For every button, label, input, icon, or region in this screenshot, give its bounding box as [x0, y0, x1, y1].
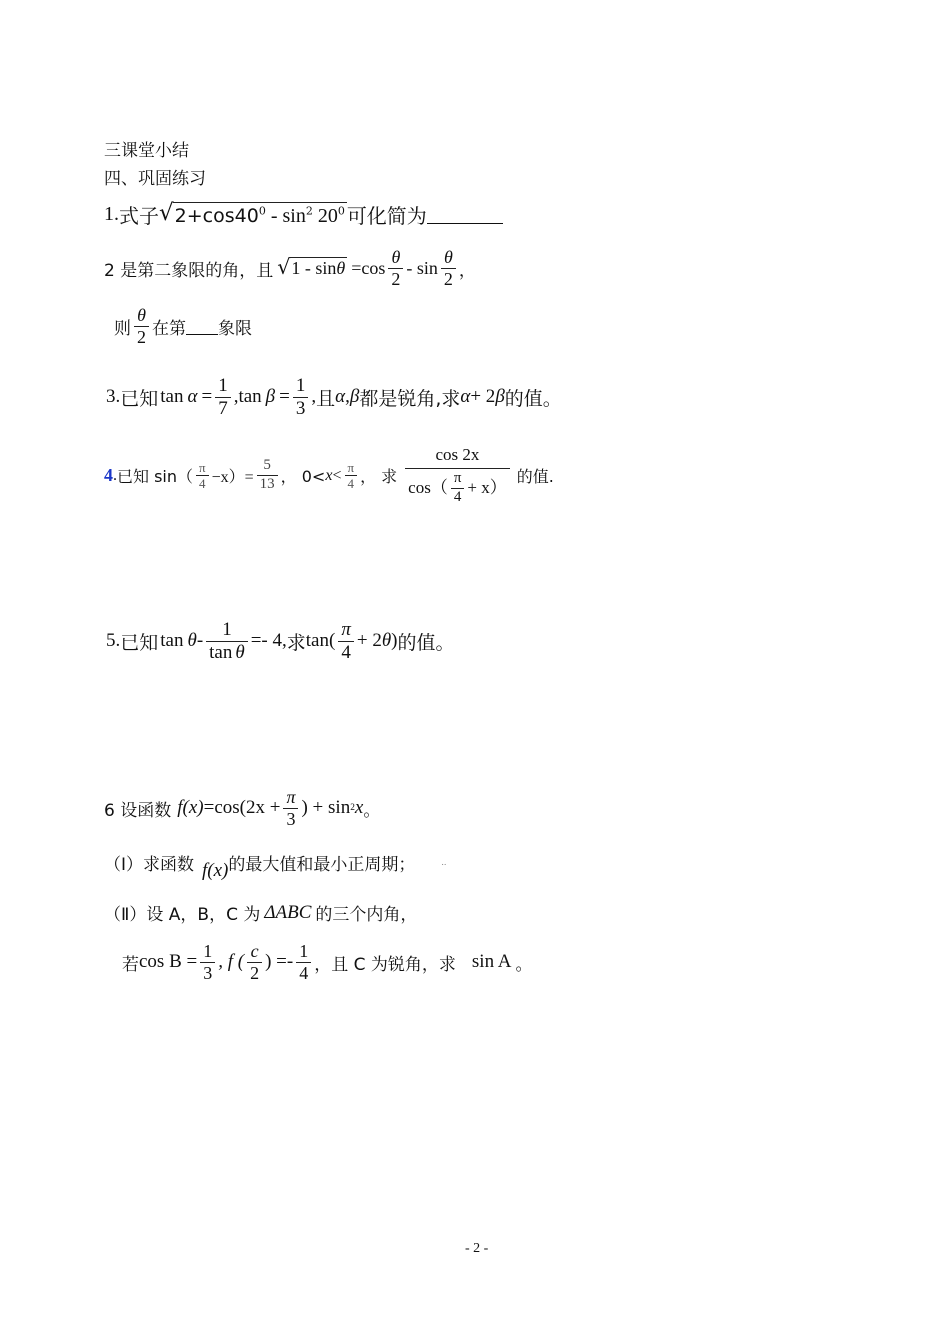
q3-frac-1-3 — [293, 376, 309, 419]
q6-triangle: ΔABC — [264, 901, 312, 923]
q2-eq: =cos — [351, 257, 386, 278]
q6-x-paren: (x) — [182, 797, 204, 819]
q2-sqrt: √ 1 - sinθ — [277, 255, 346, 280]
q3-f2-num: 1 — [295, 375, 306, 396]
q4-den-b: + x） — [467, 478, 507, 498]
q4-x: x — [325, 466, 333, 484]
q6-x: x — [354, 797, 364, 819]
q2-comma: ， — [458, 260, 476, 281]
q2-ht-den: 2 — [134, 326, 149, 347]
q5-eq: =- 4, — [250, 630, 287, 652]
q6-frac-1-4 — [296, 942, 311, 983]
q3-text-b: 且 — [316, 387, 336, 410]
q6-p1-mark: .. — [441, 858, 447, 867]
q6-f13-den: 3 — [200, 962, 215, 983]
q3-comma-3: , — [345, 386, 350, 408]
q2-f1-den: 2 — [388, 268, 403, 289]
q4-frac-pi-4 — [196, 461, 209, 491]
question-2 — [104, 248, 476, 289]
q6-three: 3 — [283, 808, 298, 829]
q3-eq-2: = — [279, 386, 290, 408]
q6-sina: sin A — [471, 951, 512, 973]
q5-text-c: 的值。 — [397, 631, 455, 654]
q2-line2-c: 象限 — [218, 318, 252, 339]
q4-den-a: cos（ — [408, 478, 448, 498]
q3-beta-2: β — [349, 386, 360, 408]
q3-tan-1: tan — [160, 386, 184, 408]
q1-exp-a: 0 — [258, 203, 266, 217]
question-2-line-2 — [114, 306, 252, 347]
q2-text: 2 是第二象限的角，且 — [104, 260, 274, 281]
q4-minus-x: −x）= — [211, 469, 254, 487]
q6-p3-b: ，且 C 为锐角，求 — [314, 954, 456, 975]
q1-exp-b: 2 — [305, 203, 313, 217]
q4-big-den — [405, 468, 510, 506]
q5-theta: θ — [187, 630, 197, 652]
q4-frac-pi-4-b — [344, 461, 357, 491]
question-6 — [104, 788, 380, 829]
q4-text-a: 已知 sin（ — [117, 467, 194, 487]
q4-thirteen: 13 — [257, 475, 278, 493]
q3-alpha-2: α — [335, 386, 346, 408]
q6-c: c — [250, 941, 259, 961]
question-3 — [106, 376, 562, 419]
q2-f2-num: θ — [444, 247, 453, 267]
q5-tan-open: tan( — [305, 630, 336, 652]
q2-frac-1 — [388, 248, 403, 289]
q5-plus: + 2 — [356, 630, 382, 652]
q6-frac-c-2 — [247, 942, 262, 983]
q4-four-b: 4 — [345, 475, 358, 491]
q6-frac-pi-3 — [283, 788, 298, 829]
q5-frac-pi-4 — [338, 620, 354, 663]
q3-tan-2: tan — [238, 386, 262, 408]
question-6-part-2 — [104, 900, 417, 925]
q4-number: 4 — [104, 465, 113, 486]
q1-text: 式子 — [119, 204, 159, 228]
q2-line2-b: 在第 — [152, 318, 186, 339]
q6-p1-f: f — [202, 859, 208, 881]
question-6-part-3 — [122, 942, 533, 983]
question-6-part-1 — [104, 850, 447, 881]
q5-tan: tan — [160, 630, 184, 652]
q6-f: f — [177, 797, 183, 819]
q5-text-b: 求 — [286, 631, 306, 654]
q2-minus-sin: - sin — [406, 257, 438, 278]
q1-rad-b: - sin — [265, 204, 306, 227]
q5-text-a: 已知 — [120, 631, 159, 654]
q6-text-a: 6 设函数 — [104, 800, 172, 821]
q3-comma-1: , — [233, 386, 239, 408]
q1-rad-c: 20 — [312, 204, 338, 227]
question-5 — [106, 620, 455, 663]
q4-cond-c: ， 求 — [360, 467, 398, 487]
q3-text-d: 的值。 — [504, 387, 562, 410]
q3-beta: β — [265, 386, 276, 408]
q2-f2-den: 2 — [441, 268, 456, 289]
q4-pi: π — [199, 459, 206, 475]
q5-close: ) — [391, 630, 398, 652]
q3-frac-1-7 — [215, 376, 231, 419]
q2-rad: 1 - sin — [291, 258, 337, 279]
q3-text-a: 已知 — [120, 387, 159, 410]
q2-answer-blank[interactable] — [186, 317, 218, 335]
q4-dot: . — [113, 466, 117, 484]
q2-theta: θ — [336, 258, 346, 279]
q2-line2-a: 则 — [114, 318, 131, 339]
section3-title: 三课堂小结 — [104, 141, 189, 161]
q6-two: 2 — [247, 962, 262, 983]
q5-f-theta: θ — [235, 641, 245, 663]
q6-fc-a: , f ( — [218, 951, 245, 973]
question-4 — [104, 446, 554, 505]
q5-pi: π — [341, 619, 351, 640]
q4-cond-a: ， 0< — [280, 467, 326, 487]
q4-pi-b: π — [347, 459, 355, 475]
q4-four: 4 — [196, 475, 209, 491]
q5-theta-2: θ — [381, 630, 392, 652]
q6-f14-den: 4 — [296, 962, 311, 983]
q1-text-b: 可化简为 — [346, 204, 427, 228]
q6-exp: 2 — [350, 803, 355, 814]
q6-p2-a: （Ⅱ）设 A，B，C 为 — [104, 905, 261, 925]
q6-f13-num: 1 — [203, 941, 213, 961]
q6-pi: π — [286, 787, 296, 807]
q6-eq: =cos(2x + — [203, 797, 281, 819]
q3-f2-den: 3 — [293, 397, 309, 419]
q6-cosb: cos B = — [139, 951, 198, 973]
q4-cond-b: < — [332, 466, 342, 484]
q1-number: 1. — [104, 203, 119, 225]
q6-end: 。 — [363, 800, 381, 821]
q4-den-pi: π — [453, 469, 462, 486]
q6-p3-a: 若 — [122, 954, 139, 975]
q3-comma-2: , — [311, 386, 317, 408]
q4-den-four: 4 — [451, 488, 465, 506]
q6-rest: ) + sin — [301, 797, 351, 819]
q3-beta-3: β — [495, 386, 505, 408]
q5-frac-1-tan — [206, 620, 248, 663]
q5-minus: - — [196, 630, 204, 652]
q4-big-frac — [405, 446, 510, 505]
q4-frac-5-13 — [257, 458, 278, 493]
q2-frac-2 — [441, 248, 456, 289]
q4-den-frac — [451, 471, 465, 506]
q2-f1-num: θ — [391, 247, 401, 267]
q6-frac-1-3 — [200, 942, 215, 983]
q3-f1-num: 1 — [218, 375, 228, 396]
q3-plus2: + 2 — [470, 386, 496, 408]
q1-rad-a: 2+cos40 — [174, 204, 259, 227]
page-number: - 2 - — [465, 1241, 489, 1256]
q3-eq-1: = — [201, 386, 213, 408]
q5-f-tan: tan — [209, 641, 233, 663]
q4-big-num: cos 2x — [435, 445, 480, 464]
q3-alpha-3: α — [460, 386, 471, 408]
q3-text-c: 都是锐角,求 — [359, 387, 461, 410]
section4-title: 四、巩固练习 — [104, 169, 206, 189]
q2-ht-num: θ — [137, 305, 146, 325]
q4-text-b: 的值. — [516, 467, 554, 487]
q6-p1-x: (x) — [207, 859, 229, 881]
q1-sqrt: √ $2+\cos 40^0 - \sin^2 20^0$ — [159, 199, 345, 227]
q5-f-num: 1 — [222, 619, 232, 640]
q1-answer-blank[interactable] — [427, 205, 503, 224]
q6-p2-b: 的三个内角， — [315, 905, 418, 925]
q3-f1-den: 7 — [215, 397, 231, 419]
q3-number: 3. — [106, 386, 121, 408]
q6-f14-num: 1 — [299, 941, 309, 961]
q5-number: 5. — [106, 630, 121, 652]
q6-p3-end: 。 — [515, 954, 533, 975]
q3-alpha: α — [187, 386, 198, 408]
q6-p1-b: 的最大值和最小正周期； — [228, 855, 416, 875]
q6-p1-a: （Ⅰ）求函数 — [104, 855, 195, 875]
question-1 — [104, 200, 503, 229]
q6-fc-b: ) =- — [265, 951, 294, 973]
q5-four: 4 — [338, 641, 354, 663]
q1-exp-c: 0 — [337, 203, 345, 217]
q4-five: 5 — [263, 457, 271, 474]
q2-half-theta — [134, 306, 149, 347]
